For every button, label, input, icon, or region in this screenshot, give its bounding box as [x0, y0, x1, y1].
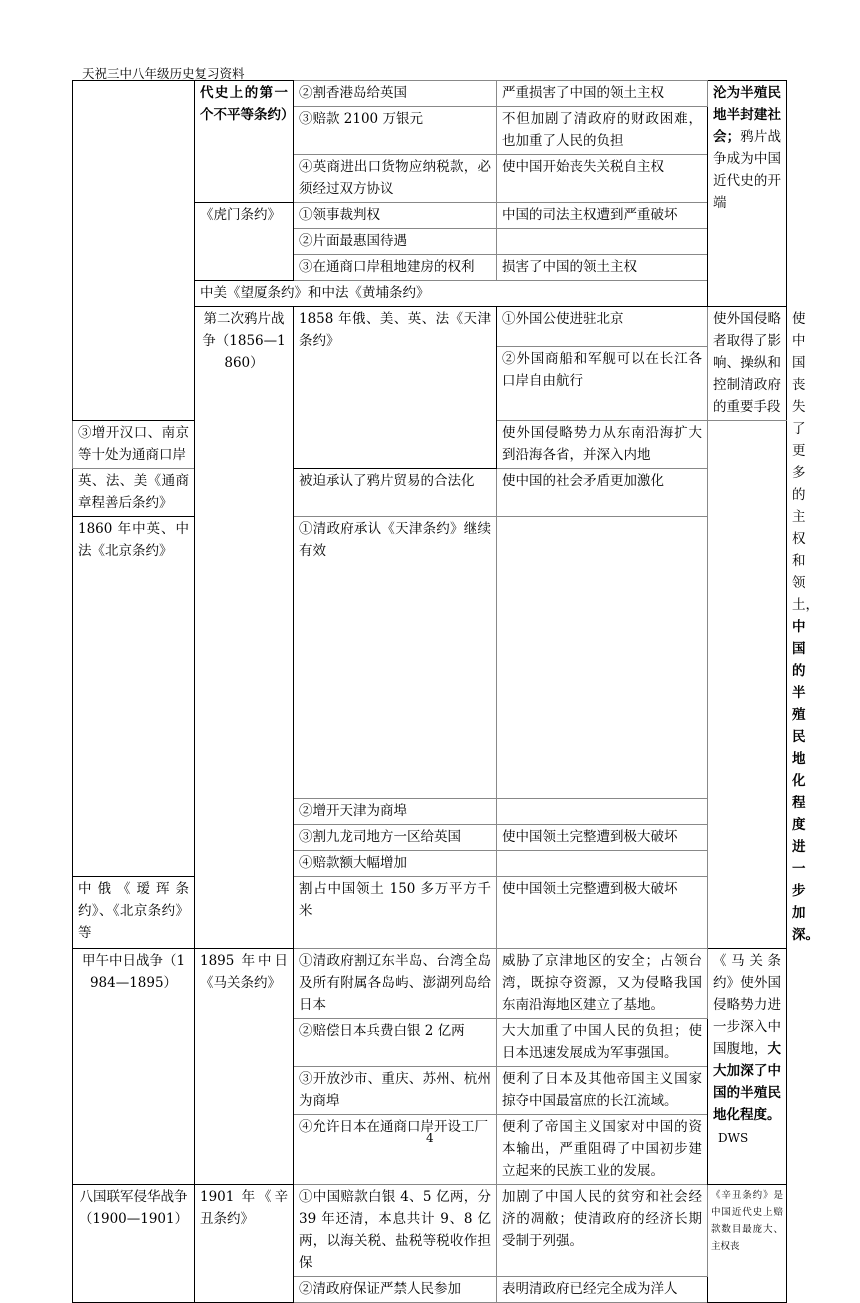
treaty-name: 1901 年《辛丑条约》 [195, 1185, 294, 1303]
war-cell-empty [73, 81, 195, 421]
treaty-content: ③开放沙市、重庆、苏州、杭州为商埠 [294, 1067, 497, 1115]
table-row [73, 949, 787, 1019]
treaty-impact: 使外国侵略者取得了影响、操纵和控制清政府的重要手段 [708, 307, 787, 421]
war-name: 八国联军侵华战争（1900—1901） [73, 1185, 195, 1303]
treaty-impact: 使外国侵略势力从东南沿海扩大到沿海各省，并深入内地 [497, 421, 708, 469]
treaty-impact: 便利了帝国主义国家对中国的资本输出，严重阻碍了中国初步建立起来的民族工业的发展。 [497, 1115, 708, 1185]
treaty-content: ③赔款 2100 万银元 [294, 107, 497, 155]
treaty-content: 割占中国领土 150 多万平方千米 [294, 877, 497, 949]
summary-bold: 沦为半殖民地半封建社会； [713, 85, 781, 145]
summary-cell [708, 81, 787, 307]
treaty-impact: 大大加重了中国人民的负担；使日本迅速发展成为军事强国。 [497, 1019, 708, 1067]
treaty-content: ①外国公使进驻北京 [497, 307, 708, 347]
summary-bold: 大大加深了中国的半殖民地化程度。 [713, 1041, 781, 1123]
treaty-content: 被迫承认了鸦片贸易的合法化 [294, 469, 497, 517]
treaty-content: ①清政府割辽东半岛、台湾全岛及所有附属各岛屿、澎湖列岛给日本 [294, 949, 497, 1019]
treaty-impact: 严重损害了中国的领土主权 [497, 81, 708, 107]
treaty-content: ②割香港岛给英国 [294, 81, 497, 107]
summary-bold: 中国的半殖民地化程度进一步加深。 [792, 619, 819, 943]
treaty-name: 1858 年俄、美、英、法《天津条约》 [294, 307, 497, 469]
treaty-content: ④赔款额大幅增加 [294, 851, 497, 877]
page-header: 天祝三中八年级历史复习资料 [82, 66, 245, 81]
treaty-impact: 使中国领土完整遭到极大破坏 [497, 877, 708, 949]
treaty-impact: 表明清政府已经完全成为洋人 [497, 1277, 708, 1303]
page-number: 4 [426, 1131, 434, 1145]
treaty-content: ②清政府保证严禁人民参加 [294, 1277, 497, 1303]
treaty-name: 中美《望厦条约》和中法《黄埔条约》 [195, 281, 708, 307]
table-row [73, 1185, 787, 1277]
treaty-impact: 使中国开始丧失关税自主权 [497, 155, 708, 203]
treaty-impact [497, 799, 708, 825]
treaty-impact: 便利了日本及其他帝国主义国家掠夺中国最富庶的长江流域。 [497, 1067, 708, 1115]
footer-mark: DWS [718, 1131, 749, 1145]
treaty-impact [497, 229, 708, 255]
treaty-name: 1895 年中日《马关条约》 [195, 949, 294, 1185]
summary-text: 《马关条约》使外国侵略势力进一步深入中国腹地， [713, 953, 781, 1057]
treaty-content: ②外国商船和军舰可以在长江各口岸自由航行 [497, 347, 708, 421]
treaty-name: 1860 年中英、中法《北京条约》 [73, 517, 195, 877]
table-row [73, 469, 787, 517]
treaty-content: ③增开汉口、南京等十处为通商口岸 [73, 421, 195, 469]
treaty-name: 代史上的第一个不平等条约） [195, 81, 294, 203]
treaty-content: ①领事裁判权 [294, 203, 497, 229]
treaty-content: ②片面最惠国待遇 [294, 229, 497, 255]
table-row [73, 877, 787, 949]
table-row [73, 81, 787, 107]
treaty-content: ③割九龙司地方一区给英国 [294, 825, 497, 851]
treaty-content: ④允许日本在通商口岸开设工厂 [294, 1115, 497, 1185]
table-row [73, 517, 787, 799]
treaty-content: ③在通商口岸租地建房的权利 [294, 255, 497, 281]
war-name: 甲午中日战争（1984—1895） [73, 949, 195, 1185]
treaty-impact: 使中国领土完整遭到极大破坏 [497, 825, 708, 851]
treaty-impact: 威胁了京津地区的安全；占领台湾，既掠夺资源，又为侵略我国东南沿海地区建立了基地。 [497, 949, 708, 1019]
treaty-impact: 加剧了中国人民的贫穷和社会经济的凋敝；使清政府的经济长期受制于列强。 [497, 1185, 708, 1277]
treaty-name: 英、法、美《通商章程善后条约》 [73, 469, 195, 517]
treaty-impact: 不但加剧了清政府的财政困难，也加重了人民的负担 [497, 107, 708, 155]
treaty-content: ②增开天津为商埠 [294, 799, 497, 825]
summary-cell: 《辛丑条约》是中国近代史上赔款数目最庞大、主权丧 [708, 1185, 787, 1303]
treaty-impact: 损害了中国的领土主权 [497, 255, 708, 281]
war-name: 第二次鸦片战争（1856—1860） [195, 307, 294, 949]
summary-text: 鸦片战争成为中国近代史的开端 [713, 129, 781, 211]
treaty-name: 《虎门条约》 [195, 203, 294, 281]
treaty-content: ①清政府承认《天津条约》继续有效 [294, 517, 497, 799]
summary-text: 使中国丧失了更多的主权和领土， [792, 311, 819, 613]
treaty-content: ①中国赔款白银 4、5 亿两，分 39 年还清，本息共计 9、8 亿两，以海关税、盐税等税收作担保 [294, 1185, 497, 1277]
treaty-content: ④英商进出口货物应纳税款，必须经过双方协议 [294, 155, 497, 203]
treaty-impact [497, 851, 708, 877]
treaty-impact: 使中国的社会矛盾更加激化 [497, 469, 708, 517]
history-review-table [72, 80, 819, 1303]
treaty-name: 中俄《瑷珲条约》、《北京条约》等 [73, 877, 195, 949]
treaty-content: ②赔偿日本兵费白银 2 亿两 [294, 1019, 497, 1067]
summary-cell [708, 949, 787, 1185]
treaty-impact [497, 517, 708, 799]
treaty-impact: 中国的司法主权遭到严重破坏 [497, 203, 708, 229]
